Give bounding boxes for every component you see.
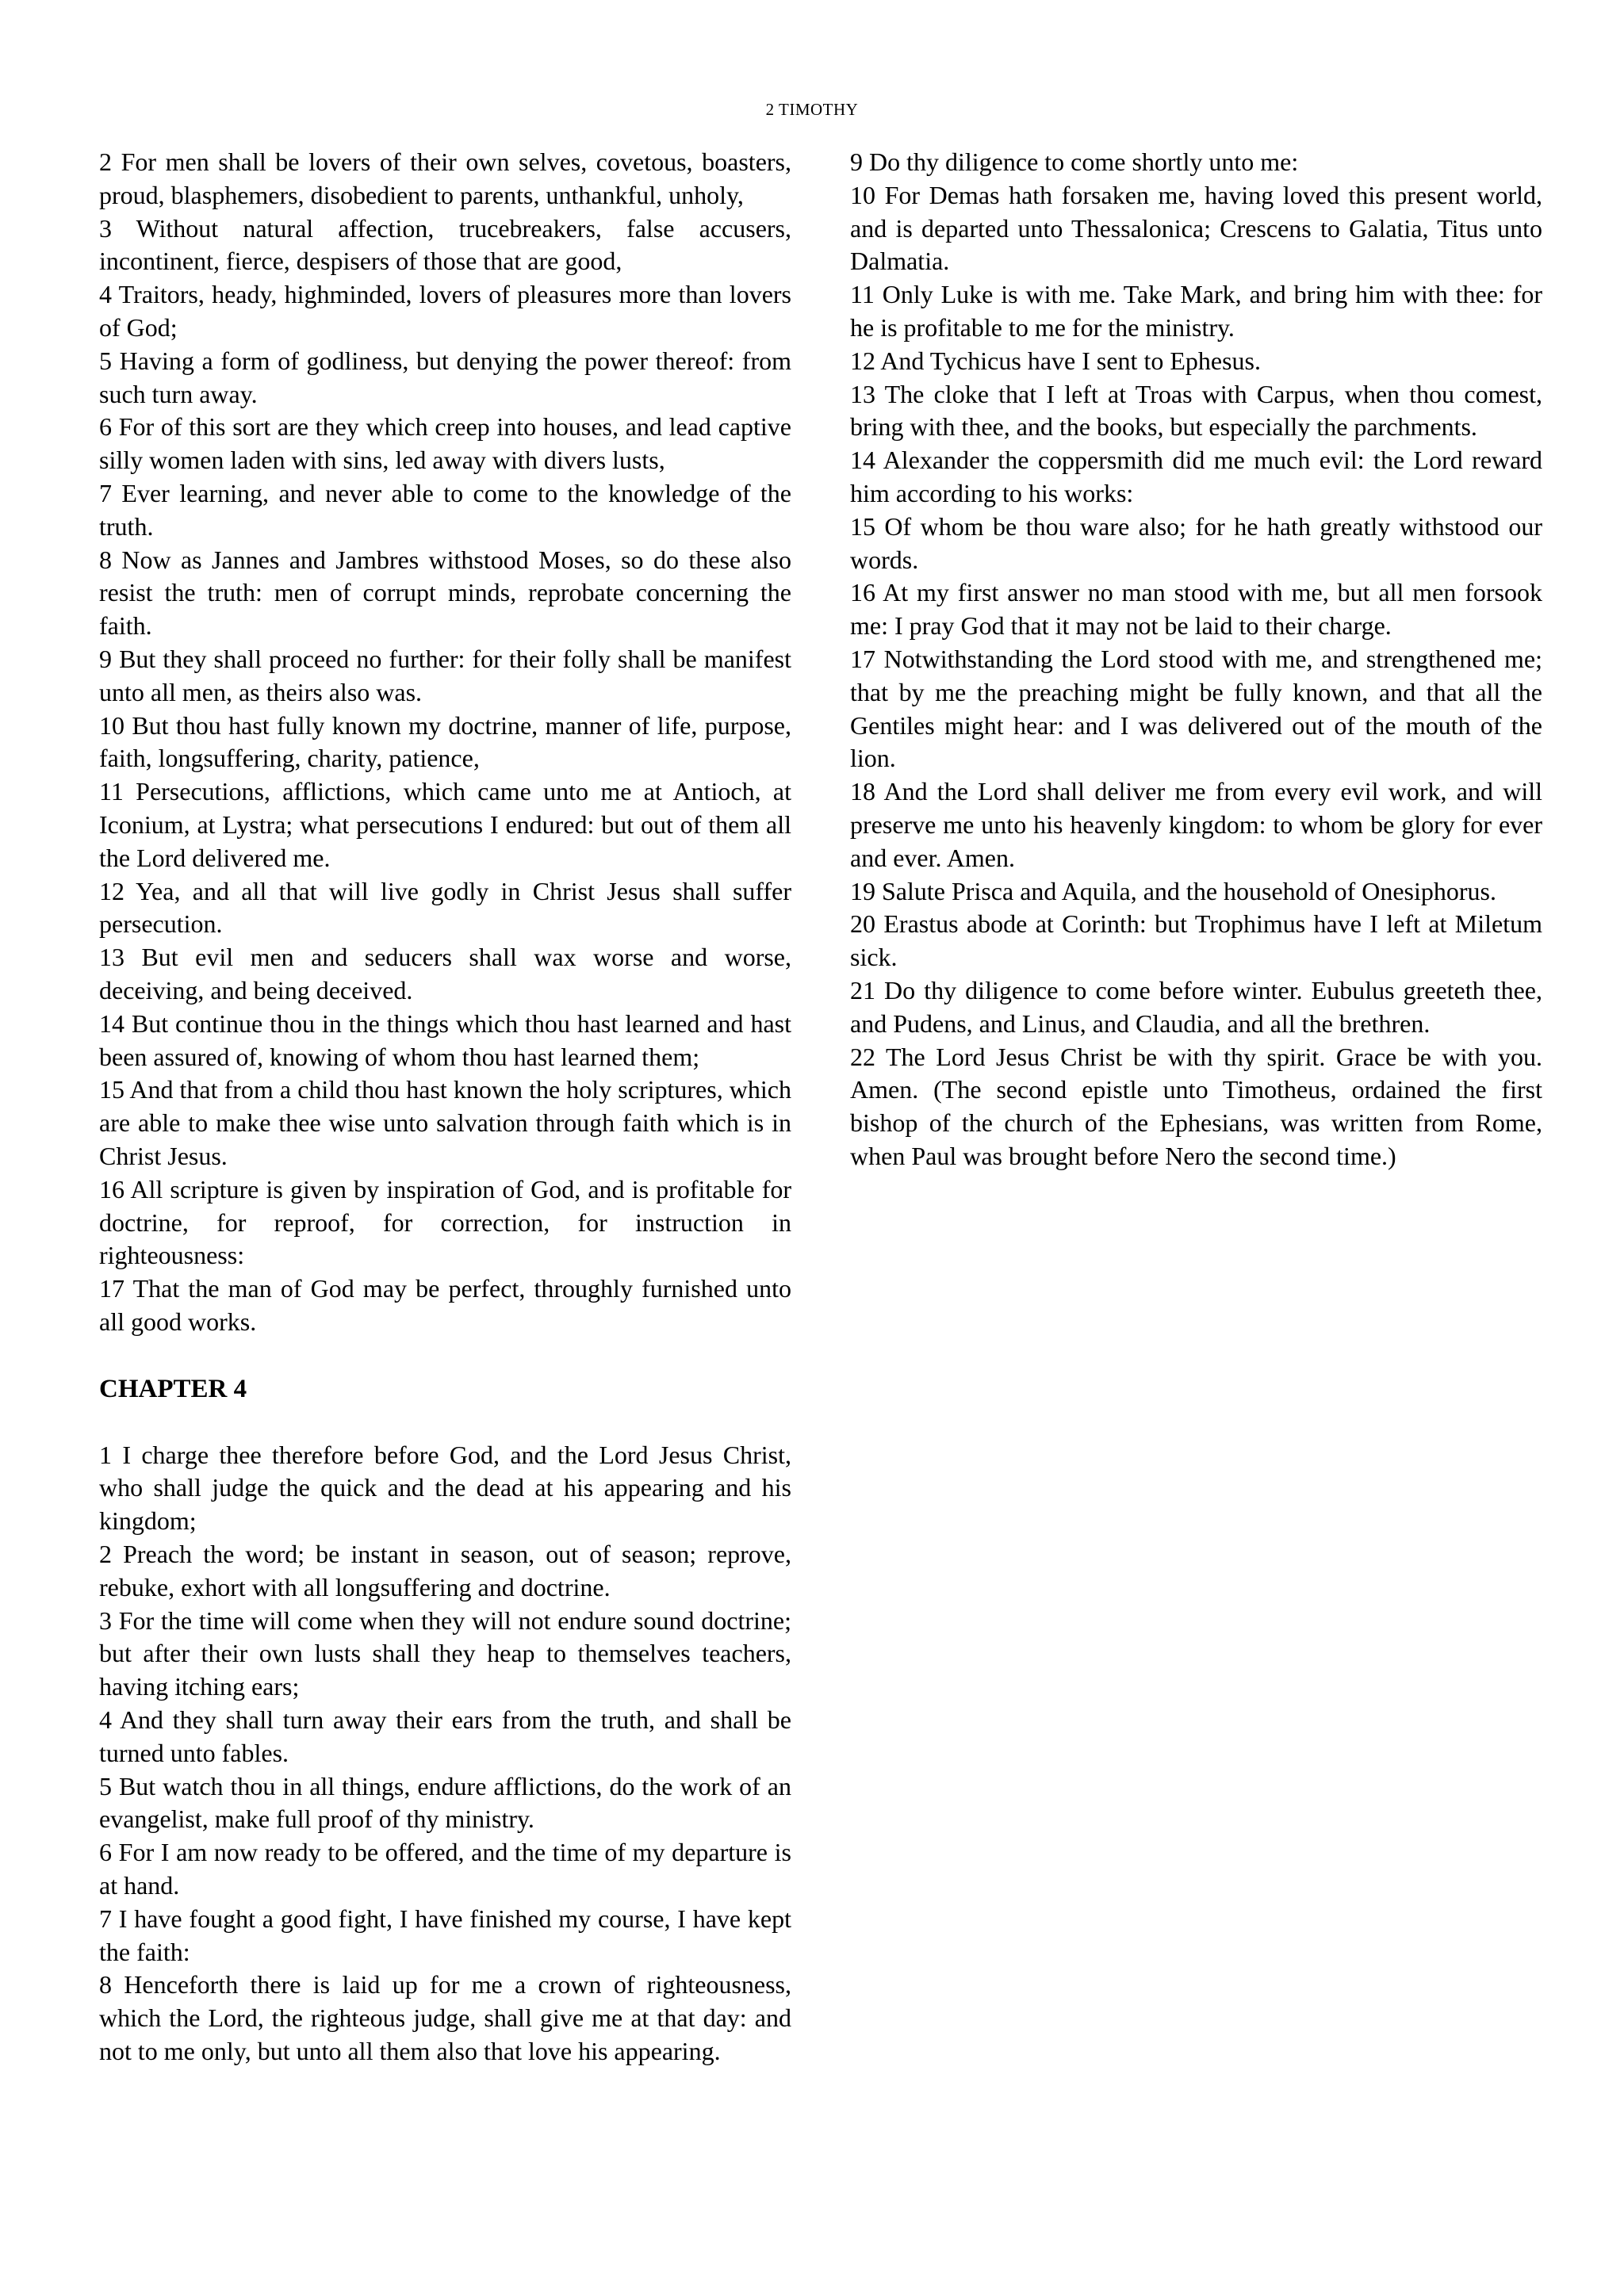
chapter-3-verse-list [99,146,791,1339]
verse: 5 Having a form of godliness, but denying the power thereof: from such turn away. [99,346,791,408]
chapter-heading: CHAPTER 4 [99,1374,247,1403]
verse: 2 For men shall be lovers of their own selves, covetous, boasters, proud, blasphemers, disobedient to parents, unthankful, unholy, [99,147,791,209]
verse: 9 But they shall proceed no further: for their folly shall be manifest unto all men, as theirs also was. [99,644,791,706]
verse: 6 For of this sort are they which creep into houses, and lead captive silly women laden with sins, led away with divers lusts, [99,412,791,475]
verse: 10 But thou hast fully known my doctrine, manner of life, purpose, faith, longsuffering, charity, patience, [99,710,791,773]
chapter-4-verse-list-right [850,146,1542,1173]
verse: 11 Persecutions, afflictions, which came unto me at Antioch, at Iconium, at Lystra; what persecutions I endured: but out of them all the Lord delivered me. [99,777,791,872]
verse: 8 Henceforth there is laid up for me a crown of righteousness, which the Lord, the righteous judge, shall give me at that day: and not to me only, but unto all them also that love his appearing. [99,1970,791,2066]
verse: 4 And they shall turn away their ears from the truth, and shall be turned unto fables. [99,1705,791,1767]
right-column [850,146,1542,1173]
verse: 14 Alexander the coppersmith did me much evil: the Lord reward him according to his works: [850,446,1542,507]
verse: 17 Notwithstanding the Lord stood with me, and strengthened me; that by me the preaching might be fully known, and that all the Gentiles might hear: and I was delivered out of the mouth of the lion. [850,644,1542,773]
verse: 18 And the Lord shall deliver me from every evil work, and will preserve me unto his heavenly kingdom: to whom be glory for ever and ever. Amen. [850,777,1542,872]
running-head: 2 TIMOTHY [765,100,859,119]
verse: 1 I charge thee therefore before God, and the Lord Jesus Christ, who shall judge the quick and the dead at his appearing and his kingdom; [99,1440,791,1536]
chapter-4-verse-list-left [99,1439,791,2068]
verse: 17 That the man of God may be perfect, throughly furnished unto all good works. [99,1274,791,1336]
verse: 3 Without natural affection, trucebreakers, false accusers, incontinent, fierce, despisers of those that are good, [99,213,791,276]
verse: 10 For Demas hath forsaken me, having loved this present world, and is departed unto Thessalonica; Crescens to Galatia, Titus unto Dalmatia. [850,180,1542,276]
verse: 22 The Lord Jesus Christ be with thy spirit. Grace be with you. Amen. (The second epistle unto Timotheus, ordained the first bishop of the church of the Ephesians, was written from Rome, when Paul was brought before Nero the second time.) [850,1042,1542,1170]
verse: 3 For the time will come when they will not endure sound doctrine; but after their own lusts shall they heap to themselves teachers, having itching ears; [99,1605,791,1701]
verse: 7 I have fought a good fight, I have finished my course, I have kept the faith: [99,1904,791,1966]
verse: 15 And that from a child thou hast known the holy scriptures, which are able to make thee wise unto salvation through faith which is in Christ Jesus. [99,1075,791,1170]
verse: 6 For I am now ready to be offered, and the time of my departure is at hand. [99,1838,791,1900]
verse: 4 Traitors, heady, highminded, lovers of pleasures more than lovers of God; [99,280,791,342]
left-column [99,146,791,2068]
verse: 21 Do thy diligence to come before winter. Eubulus greeteth thee, and Pudens, and Linus, and Claudia, and all the brethren. [850,975,1542,1038]
verse: 11 Only Luke is with me. Take Mark, and bring him with thee: for he is profitable to me for the ministry. [850,280,1542,342]
verse: 13 But evil men and seducers shall wax worse and worse, deceiving, and being deceived. [99,943,791,1004]
verse: 16 At my first answer no man stood with me, but all men forsook me: I pray God that it may not be laid to their charge. [850,578,1542,641]
verse: 8 Now as Jannes and Jambres withstood Moses, so do these also resist the truth: men of corrupt minds, reprobate concerning the faith. [99,545,791,641]
verse: 5 But watch thou in all things, endure afflictions, do the work of an evangelist, make full proof of thy ministry. [99,1771,791,1834]
verse: 7 Ever learning, and never able to come to the knowledge of the truth. [99,478,791,541]
verse: 14 But continue thou in the things which thou hast learned and hast been assured of, knowing of whom thou hast learned them; [99,1008,791,1071]
verse: 12 And Tychicus have I sent to Ephesus. [850,346,1261,375]
verse: 2 Preach the word; be instant in season, out of season; reprove, rebuke, exhort with all longsuffering and doctrine. [99,1540,791,1601]
verse: 19 Salute Prisca and Aquila, and the household of Onesiphorus. [850,876,1496,905]
verse: 15 Of whom be thou ware also; for he hath greatly withstood our words. [850,511,1542,574]
verse: 13 The cloke that I left at Troas with Carpus, when thou comest, bring with thee, and the books, but especially the parchments. [850,379,1542,442]
verse: 20 Erastus abode at Corinth: but Trophimus have I left at Miletum sick. [850,909,1542,972]
verse: 9 Do thy diligence to come shortly unto me: [850,147,1299,176]
verse: 16 All scripture is given by inspiration of God, and is profitable for doctrine, for reproof, for correction, for instruction in righteousness: [99,1174,791,1270]
verse: 12 Yea, and all that will live godly in Christ Jesus shall suffer persecution. [99,876,791,939]
